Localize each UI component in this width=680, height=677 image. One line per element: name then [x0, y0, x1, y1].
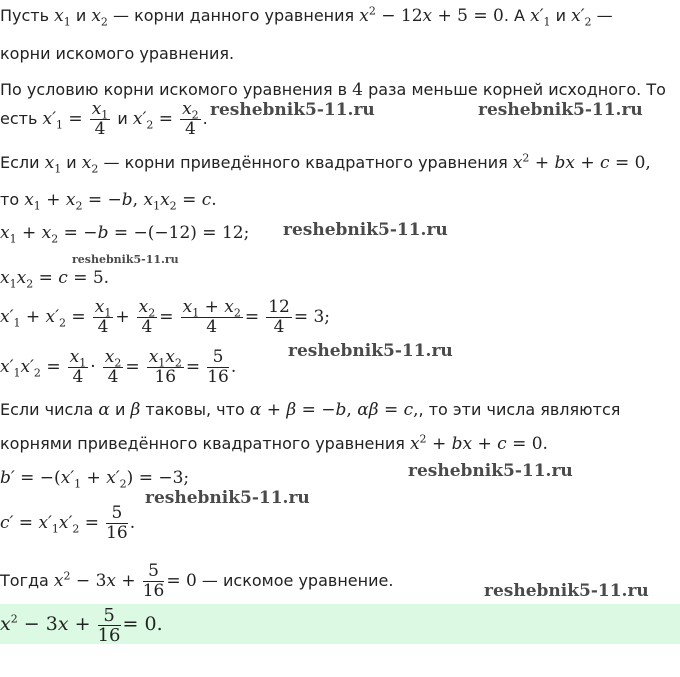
watermark: reshebnik5-11.ru [288, 341, 453, 361]
result-line: Тогда $x^2 - 3x$ + $\frac{5}{16}$ = 0 — искомое уравнение. [0, 561, 394, 601]
new-product: $x'_1x'_2$ = $\frac{x_1}{4}$ · $\frac{x_2}{4}$ = $\frac{x_1x_2}{16}$ = $\frac{5}{16}$ . [0, 347, 237, 387]
intro-line-2: корни искомого уравнения. [0, 44, 235, 63]
final-answer: $x^2 - 3x$ + $\frac{5}{16}$ = 0. [0, 605, 163, 646]
watermark: reshebnik5-11.ru [72, 253, 179, 266]
condition-formula: есть $x'_1$ = $\frac{x_1}{4}$ и $x'_2$ = $\frac{x_2}{4}$ . [0, 99, 208, 139]
b-prime: $b' = -(x'_1 + x'_2) = -3$; [0, 468, 190, 491]
new-sum: $x'_1 + x'_2$ = $\frac{x_1}{4}$ + $\frac{x_2}{4}$ = $\frac{x_1 + x_2}{4}$ = $\frac{12}{4}$ = 3; [0, 297, 331, 337]
watermark: reshebnik5-11.ru [145, 488, 310, 508]
condition-line: По условию корни искомого уравнения в 4 раза меньше корней исходного. То [0, 80, 666, 100]
watermark: reshebnik5-11.ru [283, 220, 448, 240]
reduced-equation-line: корнями приведённого квадратного уравнения $x^2$ + bx + c = 0. [0, 432, 548, 454]
sum-roots: $x_1 + x_2 = -b = -(-12) = 12$; [0, 223, 250, 246]
watermark: reshebnik5-11.ru [210, 100, 375, 120]
c-prime: $c' = x'_1x'_2$ = $\frac{5}{16}$ . [0, 503, 136, 543]
alpha-beta-line: Если числа α и β таковы, что α + β = −b, αβ = c,, то эти числа являются [0, 400, 621, 420]
intro-line-1: Пусть $x_1$ и $x_2$ — корни данного уравнения $x^2 - 12x + 5 = 0$. А $x'_1$ и $x'_2$ — [0, 4, 613, 29]
vieta-formulas: то $x_1 + x_2 = -b$, $x_1x_2 = c$. [0, 190, 217, 213]
vieta-line: Если $x_1$ и $x_2$ — корни приведённого квадратного уравнения $x^2$ + bx + c = 0, [0, 151, 651, 176]
product-roots: $x_1x_2 = c = 5$. [0, 268, 110, 291]
watermark: reshebnik5-11.ru [408, 461, 573, 481]
watermark: reshebnik5-11.ru [478, 100, 643, 120]
watermark: reshebnik5-11.ru [484, 581, 649, 601]
